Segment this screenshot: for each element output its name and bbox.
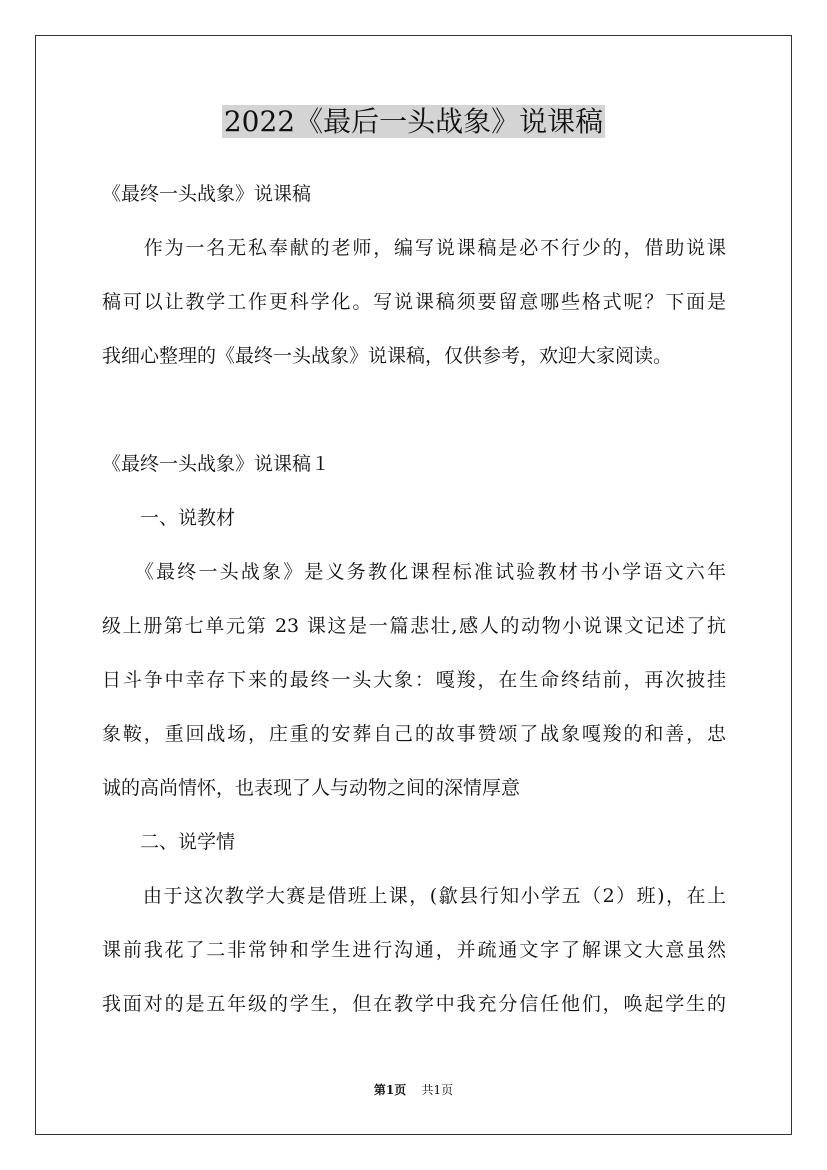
document-subtitle: 《最终一头战象》说课稿 (102, 183, 312, 205)
part-heading-student-situation: 二、说学情 (102, 831, 236, 853)
intro-line-2: 稿可以让教学工作更科学化。写说课稿须要留意哪些格式呢？下面是 (102, 291, 726, 313)
page-number-current: 第1页 (373, 1083, 407, 1097)
part2-line-2: 课前我花了二非常钟和学生进行沟通，并疏通文字了解课文大意虽然 (102, 939, 726, 961)
part1-line-3: 日斗争中幸存下来的最终一头大象：嘎羧，在生命终结前，再次披挂 (102, 669, 726, 691)
part1-line-5: 诚的高尚情怀，也表现了人与动物之间的深情厚意 (102, 777, 521, 799)
part2-line-1: 由于这次教学大赛是借班上课，(歙县行知小学五（2）班)，在上 (102, 885, 726, 907)
document-title (0, 100, 827, 144)
part-heading-teaching-material: 一、说教材 (102, 507, 236, 529)
page-footer (0, 1081, 827, 1099)
part2-line-3: 我面对的是五年级的学生，但在教学中我充分信任他们，唤起学生的 (102, 993, 726, 1015)
document-title-text: 2022《最后一头战象》说课稿 (223, 105, 604, 138)
section-heading-1: 《最终一头战象》说课稿１ (102, 453, 331, 475)
part1-line-2: 级上册第七单元第 23 课这是一篇悲壮,感人的动物小说课文记述了抗 (102, 615, 726, 637)
part1-line-1: 《最终一头战象》是义务教化课程标准试验教材书小学语文六年 (102, 561, 726, 583)
intro-line-1: 作为一名无私奉献的老师，编写说课稿是必不行少的，借助说课 (102, 237, 726, 259)
page-number-total: 共1页 (421, 1083, 454, 1097)
part1-line-4: 象鞍，重回战场，庄重的安葬自己的故事赞颂了战象嘎羧的和善，忠 (102, 723, 726, 745)
intro-line-3: 我细心整理的《最终一头战象》说课稿，仅供参考，欢迎大家阅读。 (102, 345, 673, 367)
